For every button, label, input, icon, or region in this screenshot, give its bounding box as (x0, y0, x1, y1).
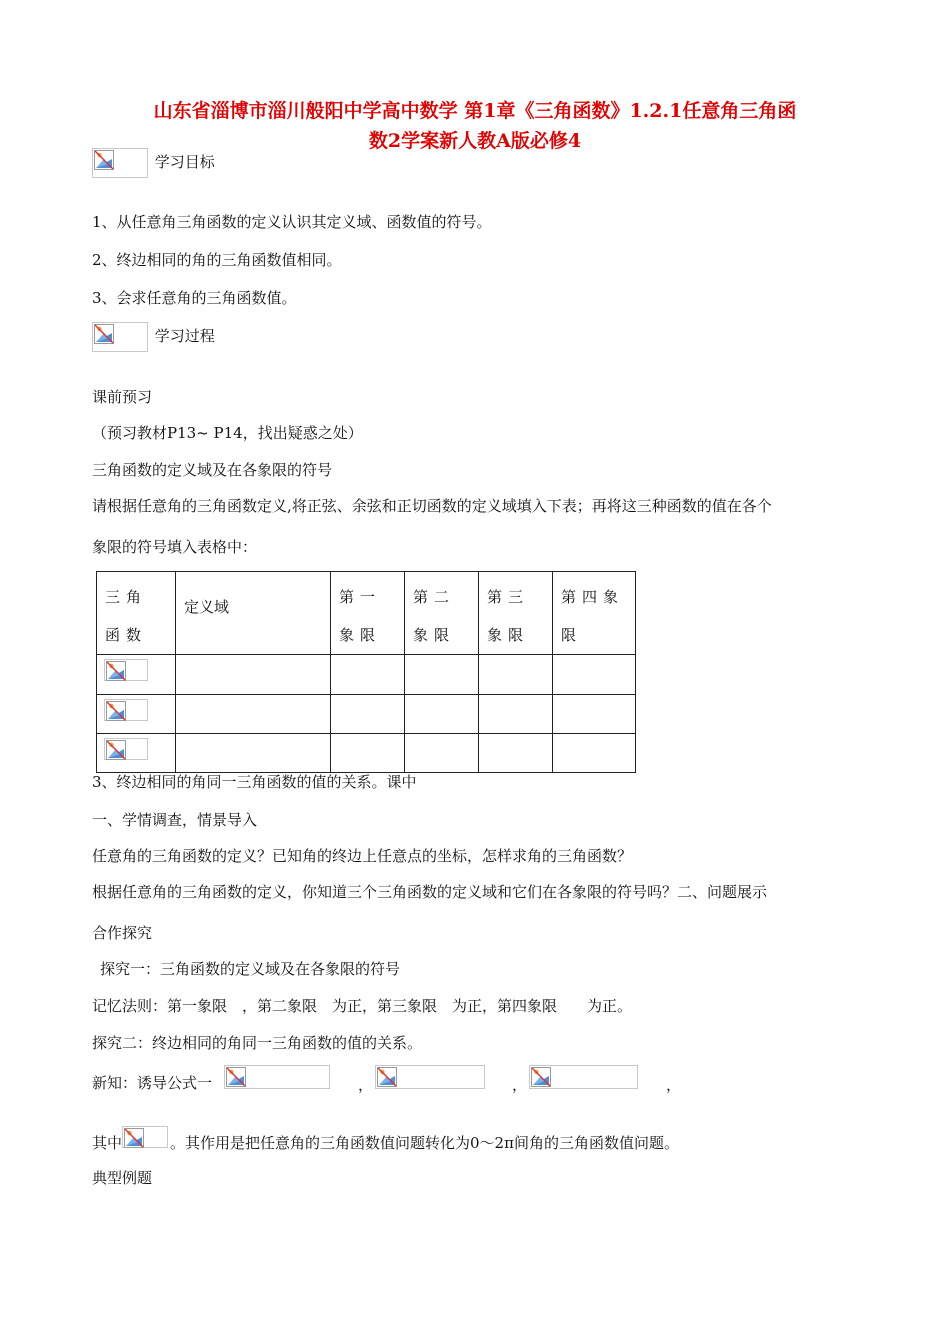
section-1-heading: 一、学情调查，情景导入 (92, 811, 258, 829)
broken-image-icon (104, 659, 148, 681)
question-2-line-2: 合作探究 (92, 924, 153, 942)
title-line-2: 数2学案新人教A版必修4 (368, 130, 582, 152)
table-cell (97, 655, 176, 695)
table-cell[interactable] (553, 695, 636, 734)
table-cell[interactable] (176, 655, 331, 695)
formula-image-3 (529, 1065, 638, 1089)
instruction-line-1: 请根据任意角的三角函数定义,将正弦、余弦和正切函数的定义域填入下表；再将这三种函数的值在各个 (92, 497, 772, 515)
table-cell[interactable] (331, 655, 405, 695)
topic-line: 三角函数的定义域及在各象限的符号 (92, 461, 333, 479)
title-line-1: 山东省淄博市淄川般阳中学高中数学 第1章《三角函数》1.2.1任意角三角函 (153, 100, 797, 122)
memory-rule: 记忆法则：第一象限 ，第二象限 为正，第三象限 为正，第四象限 为正。 (92, 997, 633, 1015)
goal-item-2: 2、终边相同的角的三角函数值相同。 (92, 251, 342, 269)
table-cell[interactable] (405, 655, 479, 695)
broken-image-icon (92, 322, 148, 352)
table-cell[interactable] (331, 734, 405, 773)
table-header-row (97, 572, 636, 655)
question-1: 任意角的三角函数的定义？已知角的终边上任意点的坐标，怎样求角的三角函数？ (92, 847, 633, 865)
table-cell[interactable] (405, 695, 479, 734)
table-cell[interactable] (176, 695, 331, 734)
separator-comma: ， (512, 1076, 528, 1094)
process-heading: 学习过程 (154, 327, 215, 345)
broken-image-icon (92, 148, 148, 178)
preview-heading: 课前预习 (92, 388, 153, 406)
table-header-cell: 第一象限 (331, 572, 405, 655)
formula-image-2 (375, 1065, 485, 1089)
broken-image-icon (104, 738, 148, 760)
preview-note: （预习教材P13~ P14，找出疑惑之处） (92, 424, 363, 442)
item-3-line: 3、终边相同的角同一三角函数的值的关系。课中 (92, 773, 417, 791)
where-text: 。其作用是把任意角的三角函数值问题转化为0～2π间角的三角函数值问题。 (170, 1134, 679, 1152)
where-label: 其中 (92, 1134, 123, 1152)
separator-comma: ， (666, 1076, 682, 1094)
table-header-cell: 第四象限 (553, 572, 636, 655)
table-row (97, 655, 636, 695)
goal-item-3: 3、会求任意角的三角函数值。 (92, 289, 297, 307)
table-header-cell: 第三象限 (479, 572, 553, 655)
table-header-cell: 三角函数 (97, 572, 176, 655)
document-title (70, 96, 880, 156)
formula-image-4 (122, 1126, 168, 1148)
goals-heading: 学习目标 (154, 153, 215, 171)
table-cell[interactable] (553, 655, 636, 695)
table-row (97, 695, 636, 734)
table-cell[interactable] (553, 734, 636, 773)
explore-1: 探究一：三角函数的定义域及在各象限的符号 (100, 960, 401, 978)
table-row (97, 734, 636, 773)
table-cell (97, 695, 176, 734)
question-2-line-1: 根据任意角的三角函数的定义，你知道三个三角函数的定义域和它们在各象限的符号吗？二、问题展示 (92, 883, 768, 901)
table-cell[interactable] (479, 655, 553, 695)
formula-image-1 (224, 1065, 330, 1089)
goals-heading-row (92, 148, 215, 178)
broken-image-icon (104, 699, 148, 721)
explore-2: 探究二：终边相同的角同一三角函数的值的关系。 (92, 1034, 423, 1052)
trig-sign-table (96, 571, 636, 773)
table-cell[interactable] (479, 695, 553, 734)
table-cell (97, 734, 176, 773)
new-knowledge-label: 新知：诱导公式一 (92, 1074, 213, 1092)
table-header-cell: 定义域 (176, 572, 331, 655)
table-header-cell: 第二象限 (405, 572, 479, 655)
process-heading-row (92, 322, 215, 352)
goal-item-1: 1、从任意角三角函数的定义认识其定义域、函数值的符号。 (92, 213, 492, 231)
table-cell[interactable] (479, 734, 553, 773)
instruction-line-2: 象限的符号填入表格中： (92, 538, 258, 556)
table-cell[interactable] (405, 734, 479, 773)
examples-heading: 典型例题 (92, 1169, 153, 1187)
table-cell[interactable] (331, 695, 405, 734)
separator-comma: ， (358, 1076, 374, 1094)
table-cell[interactable] (176, 734, 331, 773)
